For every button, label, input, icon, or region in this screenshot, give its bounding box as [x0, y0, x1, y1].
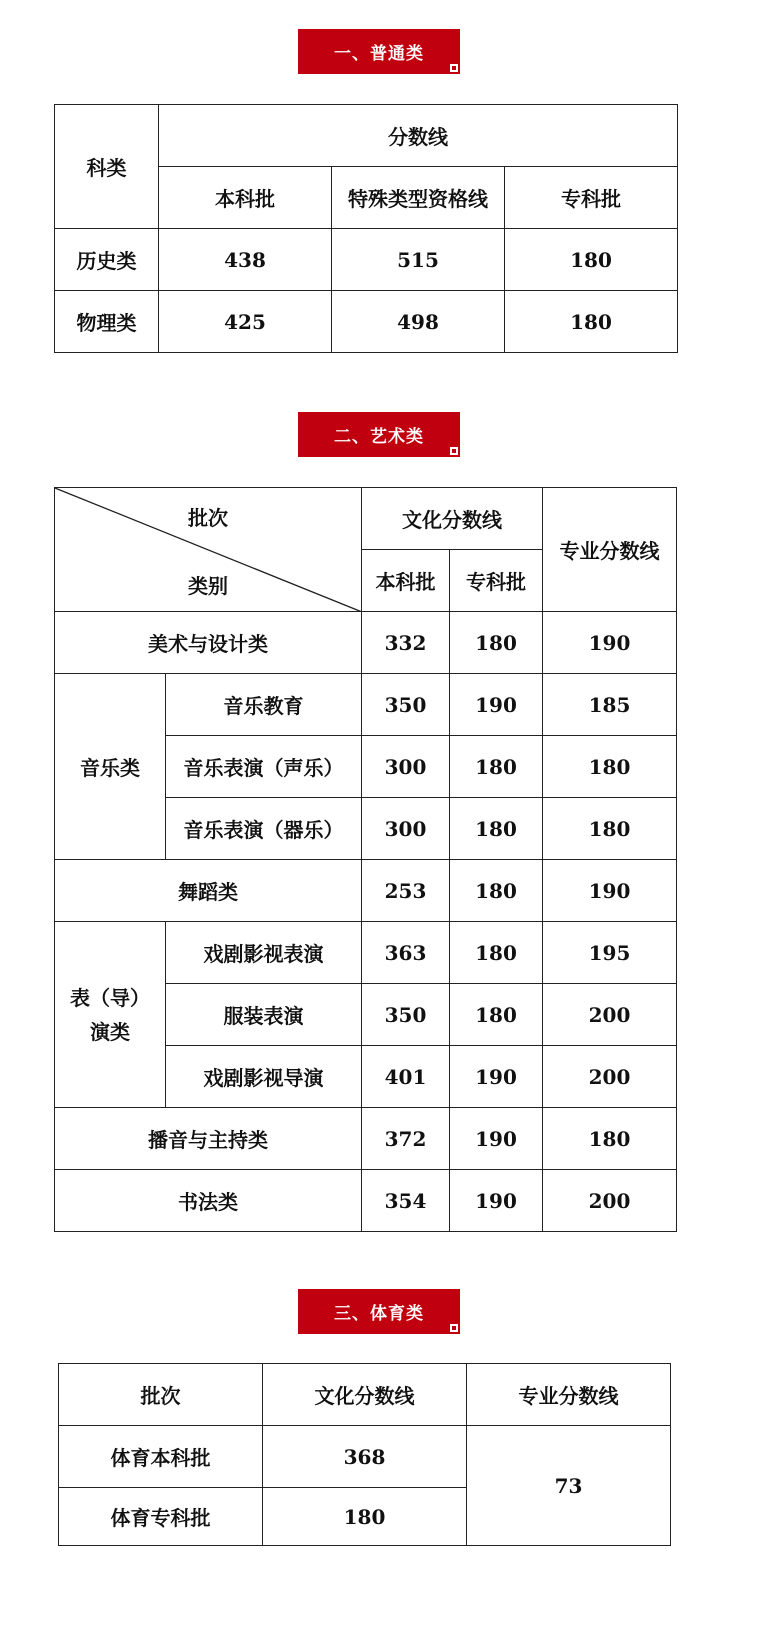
cell-zhuanke: 180: [450, 612, 543, 674]
row-name: 体育本科批: [59, 1426, 263, 1488]
general-score-table: [54, 104, 678, 353]
cell-zhuanke: 180: [505, 291, 678, 353]
row-name: 舞蹈类: [55, 860, 362, 922]
header-zhuanke: 专科批: [505, 167, 678, 229]
header-wenhua: 文化分数线: [362, 488, 543, 550]
header-zhuanke: 专科批: [450, 550, 543, 612]
cell-zhuanke: 180: [450, 798, 543, 860]
header-pici: 批次: [59, 1364, 263, 1426]
cell-teshu: 498: [332, 291, 505, 353]
table-row: [55, 229, 678, 291]
header-pici: 批次: [188, 506, 228, 530]
section2-banner-text: 二、艺术类: [334, 427, 424, 447]
row-name: 书法类: [55, 1170, 362, 1232]
cell-benke: 300: [362, 736, 450, 798]
cell-zhuanke: 190: [450, 1046, 543, 1108]
cell-zhuanke: 180: [505, 229, 678, 291]
group-biaoyan-line1: 表（导）: [70, 985, 150, 1010]
cell-zhuanye: 180: [543, 798, 677, 860]
row-name: 物理类: [55, 291, 159, 353]
cell-benke: 350: [362, 984, 450, 1046]
sports-score-table: [58, 1363, 671, 1546]
header-wenhua: 文化分数线: [263, 1364, 467, 1426]
header-kelei: 科类: [55, 105, 159, 229]
cell-benke: 354: [362, 1170, 450, 1232]
section1-banner: [298, 29, 460, 74]
row-name: 音乐表演（声乐）: [166, 736, 362, 798]
group-biaoyan-line2: 演类: [90, 1019, 130, 1044]
banner-corner-mark: [450, 1324, 458, 1332]
table-row: [55, 922, 677, 984]
cell-zhuanye: 180: [543, 736, 677, 798]
cell-benke: 363: [362, 922, 450, 984]
section3-banner: [298, 1289, 460, 1334]
art-score-table: [54, 487, 677, 1232]
group-yinyue: 音乐类: [55, 674, 166, 860]
cell-zhuanye: 180: [543, 1108, 677, 1170]
row-name: 体育专科批: [59, 1488, 263, 1546]
cell-benke: 372: [362, 1108, 450, 1170]
cell-teshu: 515: [332, 229, 505, 291]
table-row: [55, 612, 677, 674]
table-row: [55, 291, 678, 353]
table-row: [55, 860, 677, 922]
cell-zhuanye: 200: [543, 1046, 677, 1108]
header-zhuanye: 专业分数线: [543, 488, 677, 612]
banner-corner-mark: [450, 447, 458, 455]
header-teshu: 特殊类型资格线: [332, 167, 505, 229]
cell-benke: 401: [362, 1046, 450, 1108]
cell-zhuanke: 190: [450, 1108, 543, 1170]
cell-zhuanye: 190: [543, 860, 677, 922]
row-name: 戏剧影视导演: [166, 1046, 362, 1108]
cell-zhuanke: 180: [450, 736, 543, 798]
row-name: 美术与设计类: [55, 612, 362, 674]
row-name: 音乐教育: [166, 674, 362, 736]
table-row: [55, 1108, 677, 1170]
cell-benke: 438: [159, 229, 332, 291]
banner-corner-mark: [450, 64, 458, 72]
cell-zhuanye: 200: [543, 984, 677, 1046]
cell-zhuanye: 185: [543, 674, 677, 736]
row-name: 服装表演: [166, 984, 362, 1046]
section1-banner-text: 一、普通类: [334, 44, 424, 64]
row-name: 播音与主持类: [55, 1108, 362, 1170]
section3-banner-text: 三、体育类: [334, 1304, 424, 1324]
cell-zhuanye: 73: [467, 1426, 671, 1546]
row-name: 历史类: [55, 229, 159, 291]
group-biaoyan: [55, 922, 166, 1108]
row-name: 戏剧影视表演: [166, 922, 362, 984]
table-row: [59, 1426, 671, 1488]
diagonal-header-cell: [55, 488, 362, 612]
section2-banner: [298, 412, 460, 457]
cell-zhuanke: 190: [450, 1170, 543, 1232]
table-row: [55, 1170, 677, 1232]
cell-zhuanke: 180: [450, 860, 543, 922]
cell-zhuanke: 180: [450, 984, 543, 1046]
cell-zhuanke: 190: [450, 674, 543, 736]
header-fenshuxian: 分数线: [159, 105, 678, 167]
table-row: [55, 674, 677, 736]
cell-benke: 300: [362, 798, 450, 860]
header-benke: 本科批: [362, 550, 450, 612]
cell-wenhua: 368: [263, 1426, 467, 1488]
cell-zhuanye: 200: [543, 1170, 677, 1232]
header-leibie: 类别: [188, 574, 228, 598]
cell-benke: 332: [362, 612, 450, 674]
cell-zhuanye: 195: [543, 922, 677, 984]
header-zhuanye: 专业分数线: [467, 1364, 671, 1426]
cell-benke: 425: [159, 291, 332, 353]
cell-wenhua: 180: [263, 1488, 467, 1546]
row-name: 音乐表演（器乐）: [166, 798, 362, 860]
cell-zhuanke: 180: [450, 922, 543, 984]
cell-benke: 350: [362, 674, 450, 736]
cell-benke: 253: [362, 860, 450, 922]
header-benke: 本科批: [159, 167, 332, 229]
cell-zhuanye: 190: [543, 612, 677, 674]
